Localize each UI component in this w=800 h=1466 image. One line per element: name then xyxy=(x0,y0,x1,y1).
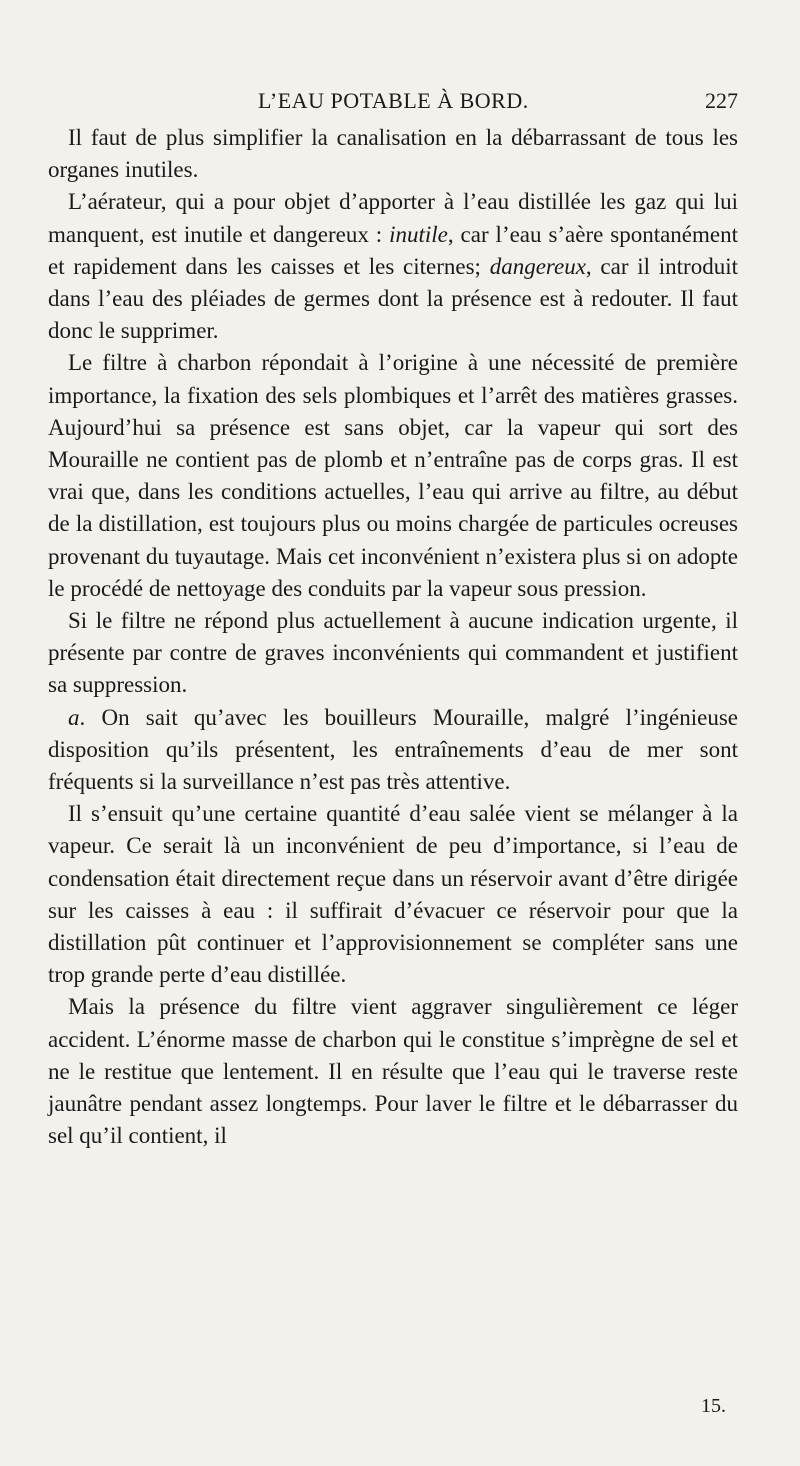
paragraph xyxy=(48,605,738,702)
paragraph xyxy=(48,991,738,1152)
body-text xyxy=(48,122,738,1153)
italic-text: dangereux xyxy=(489,253,586,279)
italic-text: inutile xyxy=(389,221,448,247)
text-run: Il faut de plus simplifier la canalisation en la débarrassant de tous les organes inutiles. xyxy=(48,125,738,183)
running-header xyxy=(48,88,738,118)
text-run: Le filtre à charbon répondait à l’origine à une nécessité de première importance, la fixation des sels plombiques et l’arrêt des matières grasses. Aujourd’hui sa présence est sans objet, car la vapeur qui sort des Mouraille ne contient pas de plomb et n’entraîne pas de corps gras. Il est vrai que, dans les conditions actuelles, l’eau qui arrive au filtre, au début de la distillation, est toujours plus ou moins chargée de particules ocreuses provenant du tuyautage. Mais cet inconvénient n’existera plus si on adopte le procédé de nettoyage des conduits par la vapeur sous pression. xyxy=(48,350,738,601)
paragraph xyxy=(48,122,738,186)
paragraph xyxy=(48,186,738,347)
text-run: , car l’eau s’aère spontanément et rapidement dans les caisses et les citernes; xyxy=(48,221,739,279)
text-run: Mais la présence du filtre vient aggraver singulièrement ce léger accident. L’énorme masse de charbon qui le constitue s’imprègne de sel et ne le restitue que lentement. Il en résulte que l’eau qui le traverse reste jaunâtre pendant assez longtemps. Pour laver le filtre et le débarrasser du sel qu’il contient, il xyxy=(48,994,738,1149)
text-run: . On sait qu’avec les bouilleurs Mouraille, malgré l’ingénieuse disposition qu’ils présentent, les entraînements d’eau de mer sont fréquents si la surveillance n’est pas très attentive. xyxy=(48,704,738,795)
paragraph xyxy=(48,347,738,605)
text-run: , car il introduit dans l’eau des pléiades de germes dont la présence est à redouter. Il faut donc le supprimer. xyxy=(48,253,738,344)
paragraph xyxy=(48,702,738,799)
running-title: L’EAU POTABLE À BORD. xyxy=(258,88,529,113)
italic-text: a xyxy=(68,704,80,730)
text-run: L’aérateur, qui a pour objet d’apporter à l’eau distillée les gaz qui lui manquent, est inutile et dangereux : xyxy=(48,189,738,247)
paragraph xyxy=(48,798,738,991)
text-run: Il s’ensuit qu’une certaine quantité d’eau salée vient se mélanger à la vapeur. Ce serait là un inconvénient de peu d’importance, si l’eau de condensation était directement reçue dans un réservoir avant d’être dirigée sur les caisses à eau : il suffirait d’évacuer ce réservoir pour que la distillation pût continuer et l’approvisionnement se compléter sans une trop grande perte d’eau distillée. xyxy=(48,801,738,988)
page-number: 227 xyxy=(705,88,738,113)
signature-mark: 15. xyxy=(701,1395,726,1417)
text-run: Si le filtre ne répond plus actuellement à aucune indication urgente, il présente par contre de graves inconvénients qui commandent et justifient sa suppression. xyxy=(48,608,738,698)
